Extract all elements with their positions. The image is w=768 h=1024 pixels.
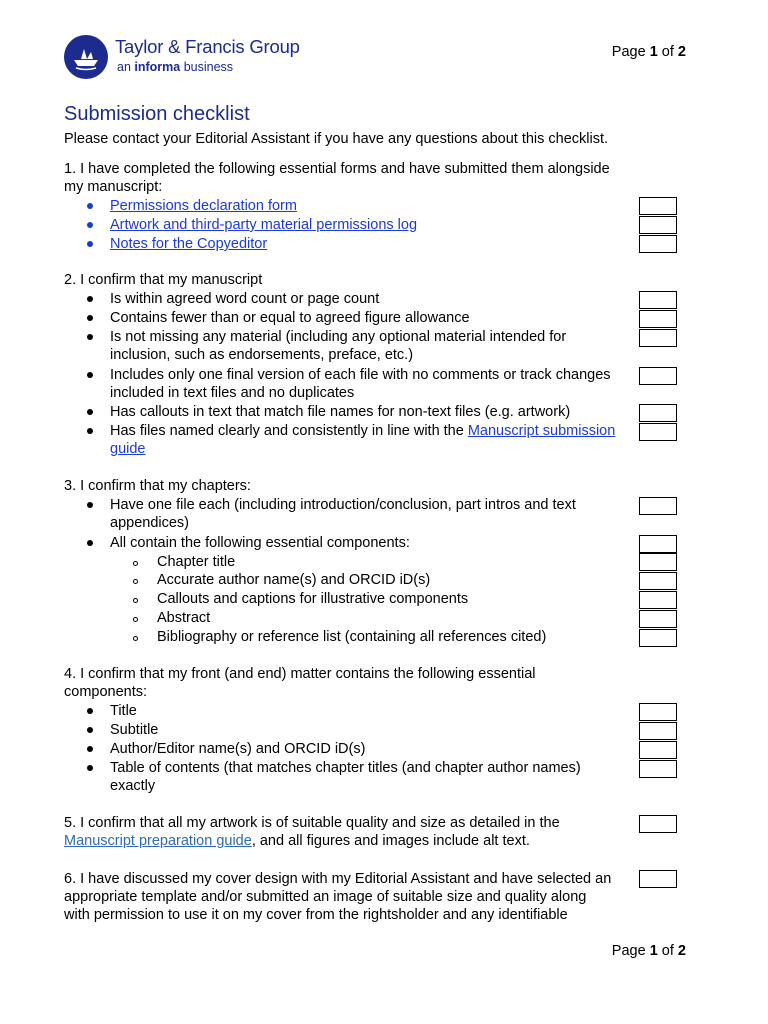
manuscript-submission-guide-link[interactable]: Manuscript submission bbox=[467, 423, 616, 439]
checkbox-figure-allowance[interactable] bbox=[639, 310, 677, 328]
bullet bbox=[87, 428, 93, 434]
page-number-top: Page 1 of 2 bbox=[611, 44, 686, 60]
list-item: All contain the following essential components: bbox=[110, 535, 410, 551]
list-item-cont: included in text files and no duplicates bbox=[110, 385, 355, 401]
bullet bbox=[87, 746, 93, 752]
bullet bbox=[87, 241, 93, 247]
manuscript-preparation-guide-link[interactable]: Manuscript preparation guide bbox=[64, 833, 252, 849]
section-2-heading: 2. I confirm that my manuscript bbox=[64, 272, 263, 288]
list-item: Is not missing any material (including any optional material intended for bbox=[110, 329, 567, 345]
section-4-heading-cont: components: bbox=[64, 684, 148, 700]
checkbox-chapter-title[interactable] bbox=[639, 553, 677, 571]
section-6-text: 6. I have discussed my cover design with my Editorial Assistant and have selected an bbox=[64, 871, 612, 887]
checkbox-word-count[interactable] bbox=[639, 291, 677, 309]
list-item-cont: appendices) bbox=[110, 515, 189, 531]
sub-bullet bbox=[133, 579, 138, 584]
page-title: Submission checklist bbox=[64, 103, 250, 125]
list-item: Has files named clearly and consistently in line with the Manuscript submission bbox=[110, 423, 616, 439]
artwork-permissions-log-link[interactable]: Artwork and third-party material permissions log bbox=[110, 217, 418, 233]
checkbox-permissions-form[interactable] bbox=[639, 197, 677, 215]
bullet bbox=[87, 222, 93, 228]
sub-list-item: Callouts and captions for illustrative components bbox=[157, 591, 469, 607]
list-item: Contains fewer than or equal to agreed figure allowance bbox=[110, 310, 470, 326]
bullet bbox=[87, 502, 93, 508]
checkbox-final-version[interactable] bbox=[639, 367, 677, 385]
brand-name: Taylor & Francis Group bbox=[115, 36, 300, 57]
bullet bbox=[87, 203, 93, 209]
sub-list-item: Chapter title bbox=[157, 554, 236, 570]
checkbox-callouts-captions[interactable] bbox=[639, 591, 677, 609]
checkbox-one-file-each[interactable] bbox=[639, 497, 677, 515]
intro-text: Please contact your Editorial Assistant if you have any questions about this checklist. bbox=[64, 131, 609, 147]
checkbox-callouts[interactable] bbox=[639, 404, 677, 422]
bullet bbox=[87, 409, 93, 415]
section-6-text-cont: with permission to use it on my cover from the rightsholder and any identifiable bbox=[64, 907, 568, 923]
list-item: Have one file each (including introduction/conclusion, part intros and text bbox=[110, 497, 576, 513]
list-item: Subtitle bbox=[110, 722, 159, 738]
list-item: Has callouts in text that match file names for non-text files (e.g. artwork) bbox=[110, 404, 571, 420]
checkbox-no-missing-material[interactable] bbox=[639, 329, 677, 347]
section-5-text-cont: Manuscript preparation guide, and all figures and images include alt text. bbox=[64, 833, 530, 849]
sub-list-item: Bibliography or reference list (containing all references cited) bbox=[157, 629, 547, 645]
checkbox-artwork-quality[interactable] bbox=[639, 815, 677, 833]
list-item-cont: exactly bbox=[110, 778, 156, 794]
sub-bullet bbox=[133, 636, 138, 641]
section-6-text-cont: appropriate template and/or submitted an image of suitable size and quality along bbox=[64, 889, 587, 905]
checkbox-bibliography[interactable] bbox=[639, 629, 677, 647]
copyeditor-notes-link[interactable]: Notes for the Copyeditor bbox=[110, 236, 268, 252]
bullet bbox=[87, 765, 93, 771]
bullet bbox=[87, 315, 93, 321]
sub-bullet bbox=[133, 598, 138, 603]
sub-bullet bbox=[133, 617, 138, 622]
section-5-text: 5. I confirm that all my artwork is of suitable quality and size as detailed in the bbox=[64, 815, 560, 831]
brand-subtitle: an informa business bbox=[117, 60, 234, 74]
checkbox-editor-names[interactable] bbox=[639, 741, 677, 759]
permissions-declaration-link[interactable]: Permissions declaration form bbox=[110, 198, 297, 214]
checkbox-copyeditor-notes[interactable] bbox=[639, 235, 677, 253]
ship-icon bbox=[64, 35, 108, 79]
bullet bbox=[87, 334, 93, 340]
list-item-cont: inclusion, such as endorsements, preface, etc.) bbox=[110, 347, 414, 363]
bullet bbox=[87, 540, 93, 546]
checkbox-permissions-log[interactable] bbox=[639, 216, 677, 234]
checkbox-abstract[interactable] bbox=[639, 610, 677, 628]
bullet bbox=[87, 708, 93, 714]
section-1-heading: 1. I have completed the following essential forms and have submitted them alongside bbox=[64, 161, 610, 177]
list-item: Is within agreed word count or page count bbox=[110, 291, 380, 307]
checkbox-author-names[interactable] bbox=[639, 572, 677, 590]
checkbox-file-naming[interactable] bbox=[639, 423, 677, 441]
bullet bbox=[87, 372, 93, 378]
sub-list-item: Abstract bbox=[157, 610, 211, 626]
list-item: Table of contents (that matches chapter titles (and chapter author names) bbox=[110, 760, 581, 776]
checkbox-cover-design[interactable] bbox=[639, 870, 677, 888]
checkbox-subtitle[interactable] bbox=[639, 722, 677, 740]
sub-bullet bbox=[133, 561, 138, 566]
bullet bbox=[87, 296, 93, 302]
manuscript-submission-guide-link-cont[interactable]: guide bbox=[110, 441, 146, 457]
section-1-heading-cont: my manuscript: bbox=[64, 179, 163, 195]
checkbox-essential-components[interactable] bbox=[639, 535, 677, 553]
list-item: Author/Editor name(s) and ORCID iD(s) bbox=[110, 741, 366, 757]
sub-list-item: Accurate author name(s) and ORCID iD(s) bbox=[157, 572, 431, 588]
checkbox-title[interactable] bbox=[639, 703, 677, 721]
page-number-bottom: Page 1 of 2 bbox=[611, 943, 686, 959]
checkbox-table-of-contents[interactable] bbox=[639, 760, 677, 778]
list-item: Includes only one final version of each file with no comments or track changes bbox=[110, 367, 611, 383]
section-3-heading: 3. I confirm that my chapters: bbox=[64, 478, 251, 494]
section-4-heading: 4. I confirm that my front (and end) matter contains the following essential bbox=[64, 666, 536, 682]
list-item: Title bbox=[110, 703, 137, 719]
bullet bbox=[87, 727, 93, 733]
